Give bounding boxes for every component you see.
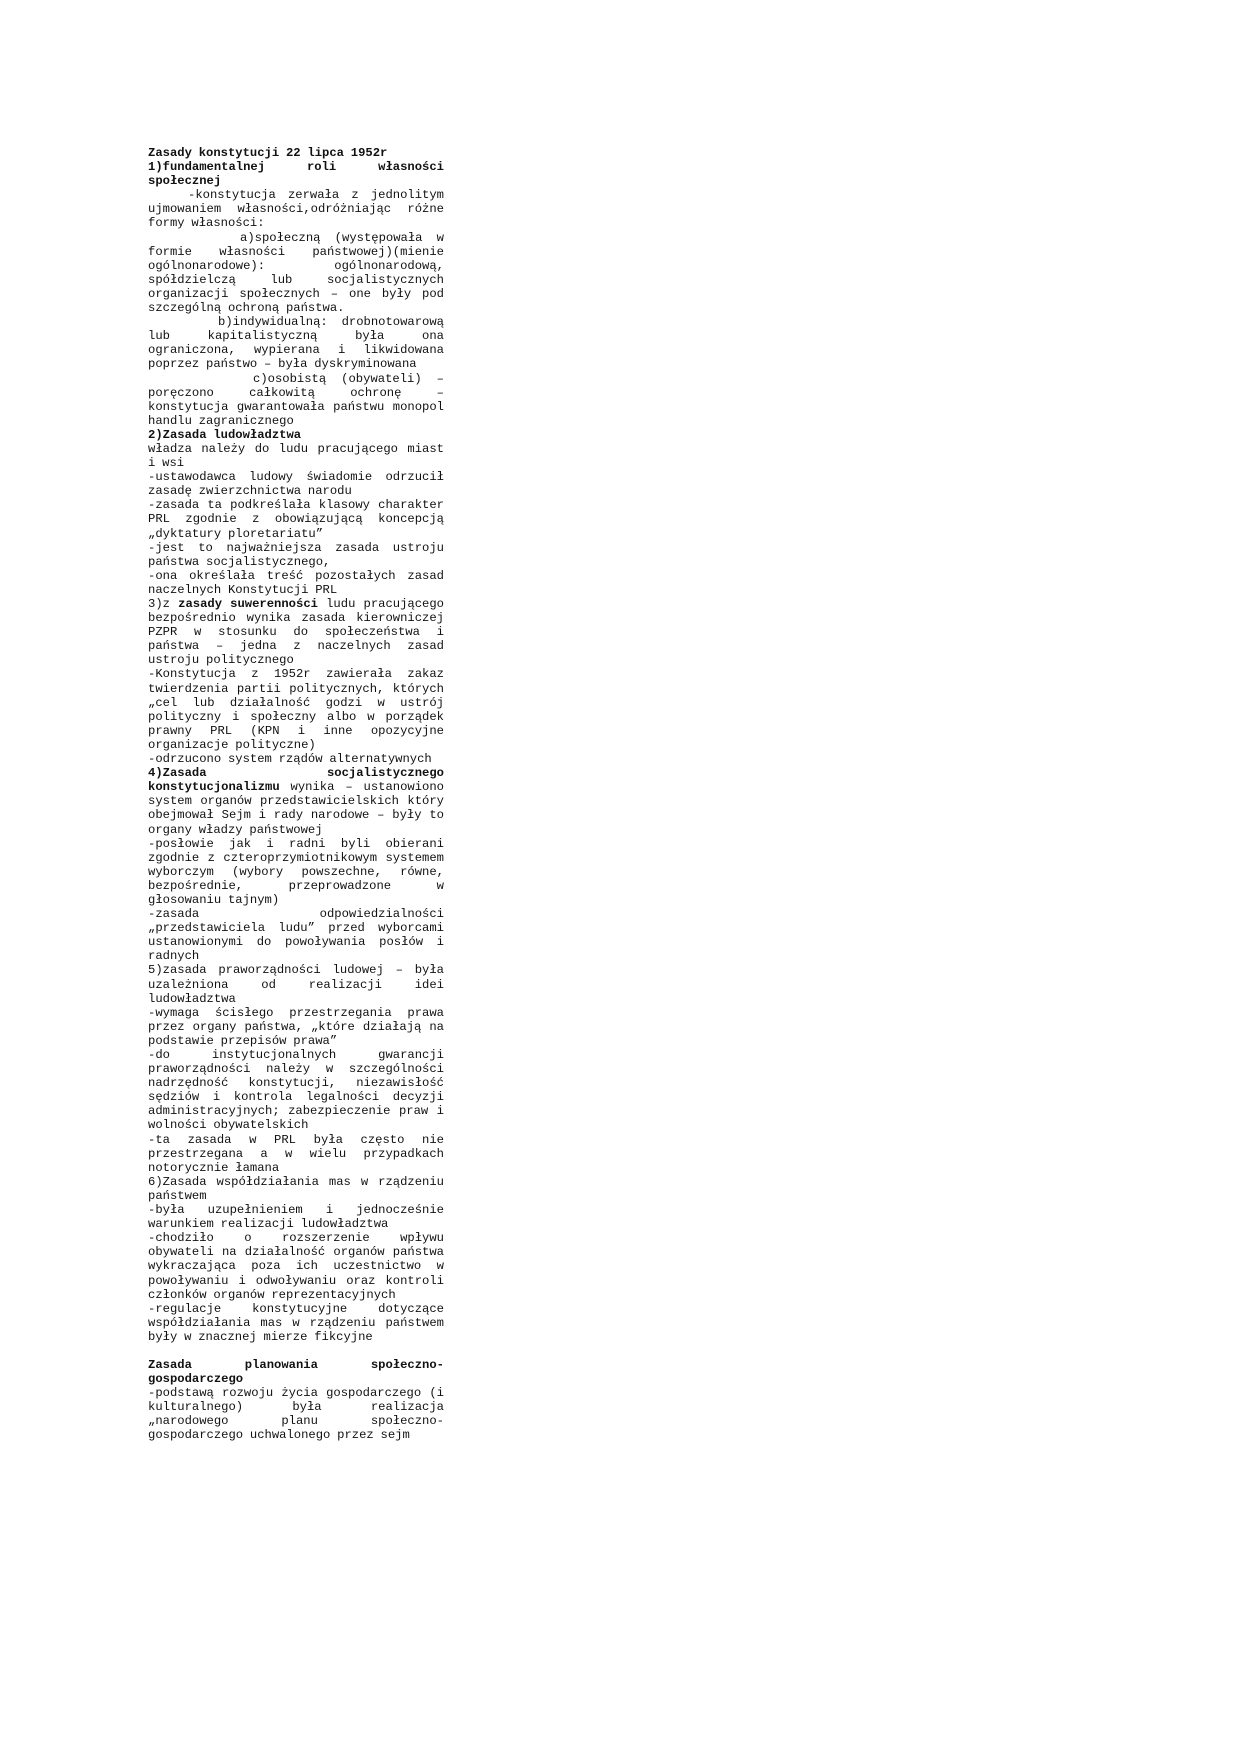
paragraph <box>148 752 444 766</box>
text-run: -podstawą rozwoju życia gospodarczego (i kulturalnego) była realizacja „narodowego planu społeczno-gospodarczego uchwalonego przez sejm <box>148 1386 444 1443</box>
paragraph <box>148 1048 444 1133</box>
paragraph <box>148 837 444 907</box>
bold-text: 2)Zasada ludowładztwa <box>148 427 302 442</box>
text-run: b)indywidualną: drobnotowarową lub kapitalistyczną była ona ograniczona, wypierana i likwidowana poprzez państwo – była dyskryminowana <box>148 315 444 372</box>
text-run: 3)z <box>148 597 179 611</box>
paragraph <box>148 963 444 1005</box>
text-run: -posłowie jak i radni byli obierani zgodnie z czteroprzymiotnikowym systemem wyborczym (wybory powszechne, równe, bezpośrednie, przeprowadzone w głosowaniu tajnym) <box>148 836 444 907</box>
text-run: władza należy do ludu pracującego miast i wsi <box>148 441 444 471</box>
text-run: -zasada odpowiedzialności „przedstawiciela ludu” przed wyborcami ustanowionymi do powoływania posłów i radnych <box>148 907 444 964</box>
text-run: -ta zasada w PRL była często nie przestrzegana a w wielu przypadkach notorycznie łamana <box>148 1132 444 1175</box>
paragraph <box>148 188 444 230</box>
paragraph <box>148 1358 444 1386</box>
paragraph <box>148 1231 444 1301</box>
document-title: Zasady konstytucji 22 lipca 1952r <box>148 146 388 160</box>
text-run: -ustawodawca ludowy świadomie odrzucił zasadę zwierzchnictwa narodu <box>148 470 444 499</box>
text-run: -regulacje konstytucyjne dotyczące współdziałania mas w rządzeniu państwem były w znacznej mierze fikcyjne <box>148 1301 444 1344</box>
paragraph <box>148 1203 444 1231</box>
paragraph <box>148 498 444 540</box>
text-run: c)osobistą (obywateli) – poręczono całkowitą ochronę – konstytucja gwarantowała państwu monopol handlu zagranicznego <box>148 371 444 428</box>
paragraph <box>148 1006 444 1048</box>
bold-text: zasady suwerenności <box>178 597 318 611</box>
paragraph <box>148 1175 444 1203</box>
text-run: -odrzucono system rządów alternatywnych <box>148 752 432 767</box>
text-run: -jest to najważniejsza zasada ustroju państwa socjalistycznego, <box>148 540 444 569</box>
paragraph <box>148 372 444 428</box>
paragraph <box>148 569 444 597</box>
paragraph <box>148 766 444 836</box>
text-run: -konstytucja zerwała z jednolitym ujmowaniem własności,odróżniając różne formy własności: <box>148 188 444 231</box>
paragraph <box>148 160 444 188</box>
paragraph <box>148 1133 444 1175</box>
paragraph <box>148 470 444 498</box>
paragraph <box>148 1386 444 1442</box>
document-body <box>148 160 444 1442</box>
text-run: wynika – ustanowiono system organów przedstawicielskich który obejmował Sejm i rady narodowe – były to organy władzy państwowej <box>148 780 444 837</box>
text-run: -zasada ta podkreślała klasowy charakter PRL zgodnie z obowiązującą koncepcją „dyktatury ploretariatu” <box>148 498 444 541</box>
paragraph <box>148 315 444 371</box>
text-run: -do instytucjonalnych gwarancji praworządności należy w szczególności nadrzędność konstytucji, niezawisłość sędziów i kontrola legalności decyzji administracyjnych; zabezpieczenie praw i wolności obywatelskich <box>148 1048 444 1133</box>
text-run: -była uzupełnieniem i jednocześnie warunkiem realizacji ludowładztwa <box>148 1203 444 1232</box>
document-page <box>148 146 444 1443</box>
text-run: -chodziło o rozszerzenie wpływu obywateli na działalność organów państwa wykraczająca poza ich uczestnictwo w powoływaniu i odwoływaniu oraz kontroli członków organów reprezentacyjnych <box>148 1231 444 1302</box>
bold-text: 1)fundamentalnej roli własności społecznej <box>148 160 444 189</box>
bold-text: Zasada planowania społeczno-gospodarczego <box>148 1357 444 1387</box>
paragraph <box>148 1302 444 1344</box>
text-run: ludu pracującego bezpośrednio wynika zasada kierowniczej PZPR w stosunku do społeczeństwa i państwa – jedna z naczelnych zasad ustroju politycznego <box>148 597 444 668</box>
text-run: -wymaga ścisłego przestrzegania prawa przez organy państwa, „które działają na podstawie przepisów prawa” <box>148 1005 444 1048</box>
text-run: 6)Zasada współdziałania mas w rządzeniu państwem <box>148 1174 444 1203</box>
text-run: a)społeczną (występowała w formie własności państwowej)(mienie ogólnonarodowe): ogólnonarodową, spółdzielczą lub socjalistycznych organizacji społecznych – one były pod szczególną ochroną państwa. <box>148 230 444 316</box>
paragraph <box>148 231 444 316</box>
paragraph <box>148 597 444 667</box>
text-run: 5)zasada praworządności ludowej – była uzależniona od realizacji idei ludowładztwa <box>148 963 444 1006</box>
paragraph <box>148 907 444 963</box>
bold-text: 4)Zasada socjalistycznego konstytucjonalizmu <box>148 766 444 795</box>
text-run: -ona określała treść pozostałych zasad naczelnych Konstytucji PRL <box>148 568 444 597</box>
paragraph <box>148 667 444 752</box>
paragraph <box>148 428 444 442</box>
paragraph <box>148 442 444 470</box>
text-run: -Konstytucja z 1952r zawierała zakaz twierdzenia partii politycznych, których „cel lub działalność godzi w ustrój polityczny i społeczny albo w porządek prawny PRL (KPN i inne opozycyjne organizacje polityczne) <box>148 667 444 752</box>
paragraph <box>148 541 444 569</box>
